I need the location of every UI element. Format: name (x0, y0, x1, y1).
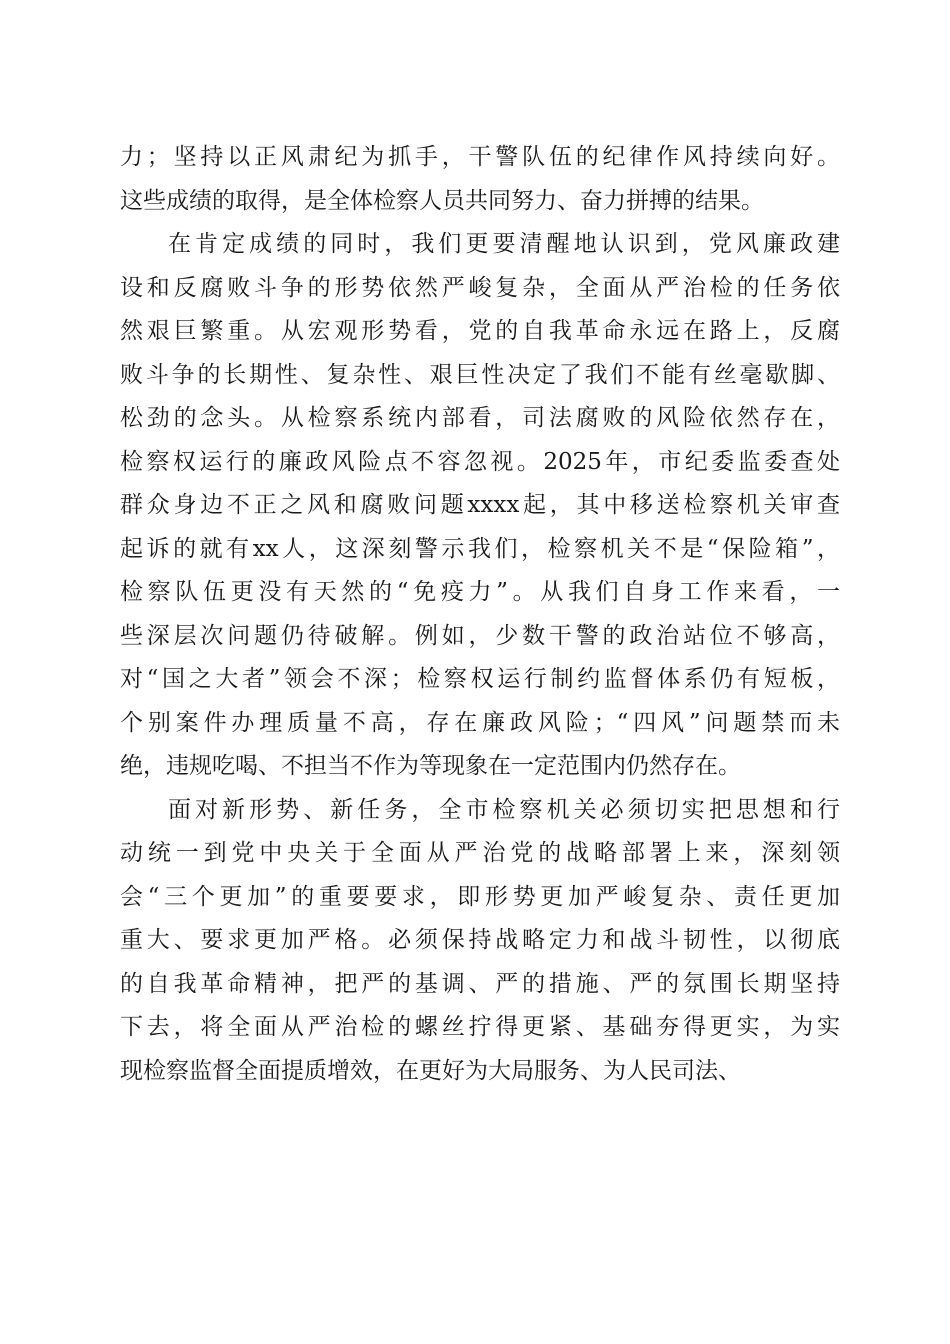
text-line: 下去，将全面从严治检的螺丝拧得更紧、基础夯得更实，为实 (120, 1014, 840, 1040)
text-line: 重大、要求更加严格。必须保持战略定力和战斗韧性，以彻底 (120, 927, 840, 953)
text-line: 检察权运行的廉政风险点不容忽视。2025年，市纪委监委查处 (120, 448, 840, 475)
text-line: 力；坚持以正风肃纪为抓手，干警队伍的纪律作风持续向好。 (120, 144, 840, 170)
document-body (120, 136, 840, 1093)
text-line: 然艰巨繁重。从宏观形势看，党的自我革命永远在路上，反腐 (120, 318, 840, 344)
text-line: 的自我革命精神，把严的基调、严的措施、严的氛围长期坚持 (120, 970, 840, 997)
text-line: 这些成绩的取得，是全体检察人员共同努力、奋力拼搏的结果。 (120, 187, 764, 214)
text-line: 个别案件办理质量不高，存在廉政风险；“四风”问题禁而未 (120, 709, 840, 736)
text-line: 松劲的念头。从检察系统内部看，司法腐败的风险依然存在， (120, 405, 840, 431)
paragraph-first-line: 在肯定成绩的同时，我们更要清醒地认识到，党风廉政建 (168, 231, 840, 257)
text-line: 现检察监督全面提质增效，在更好为大局服务、为人民司法、 (120, 1057, 741, 1084)
text-line: 设和反腐败斗争的形势依然严峻复杂，全面从严治检的任务依 (120, 274, 840, 301)
text-line: 些深层次问题仍待破解。例如，少数干警的政治站位不够高， (120, 622, 840, 649)
text-line: 检察队伍更没有天然的“免疫力”。从我们自身工作来看，一 (120, 579, 840, 605)
text-line: 对“国之大者”领会不深；检察权运行制约监督体系仍有短板， (120, 666, 840, 692)
text-line: 起诉的就有xx人，这深刻警示我们，检察机关不是“保险箱”， (120, 535, 840, 562)
text-line: 群众身边不正之风和腐败问题xxxx起，其中移送检察机关审查 (120, 492, 840, 518)
text-line: 动统一到党中央关于全面从严治党的战略部署上来，深刻领 (120, 840, 840, 866)
text-line: 绝，违规吃喝、不担当不作为等现象在一定范围内仍然存在。 (120, 753, 741, 779)
text-line: 败斗争的长期性、复杂性、艰巨性决定了我们不能有丝毫歇脚、 (120, 361, 840, 388)
text-line: 会“三个更加”的重要要求，即形势更加严峻复杂、责任更加 (120, 883, 840, 910)
paragraph-first-line: 面对新形势、新任务，全市检察机关必须切实把思想和行 (168, 796, 840, 823)
